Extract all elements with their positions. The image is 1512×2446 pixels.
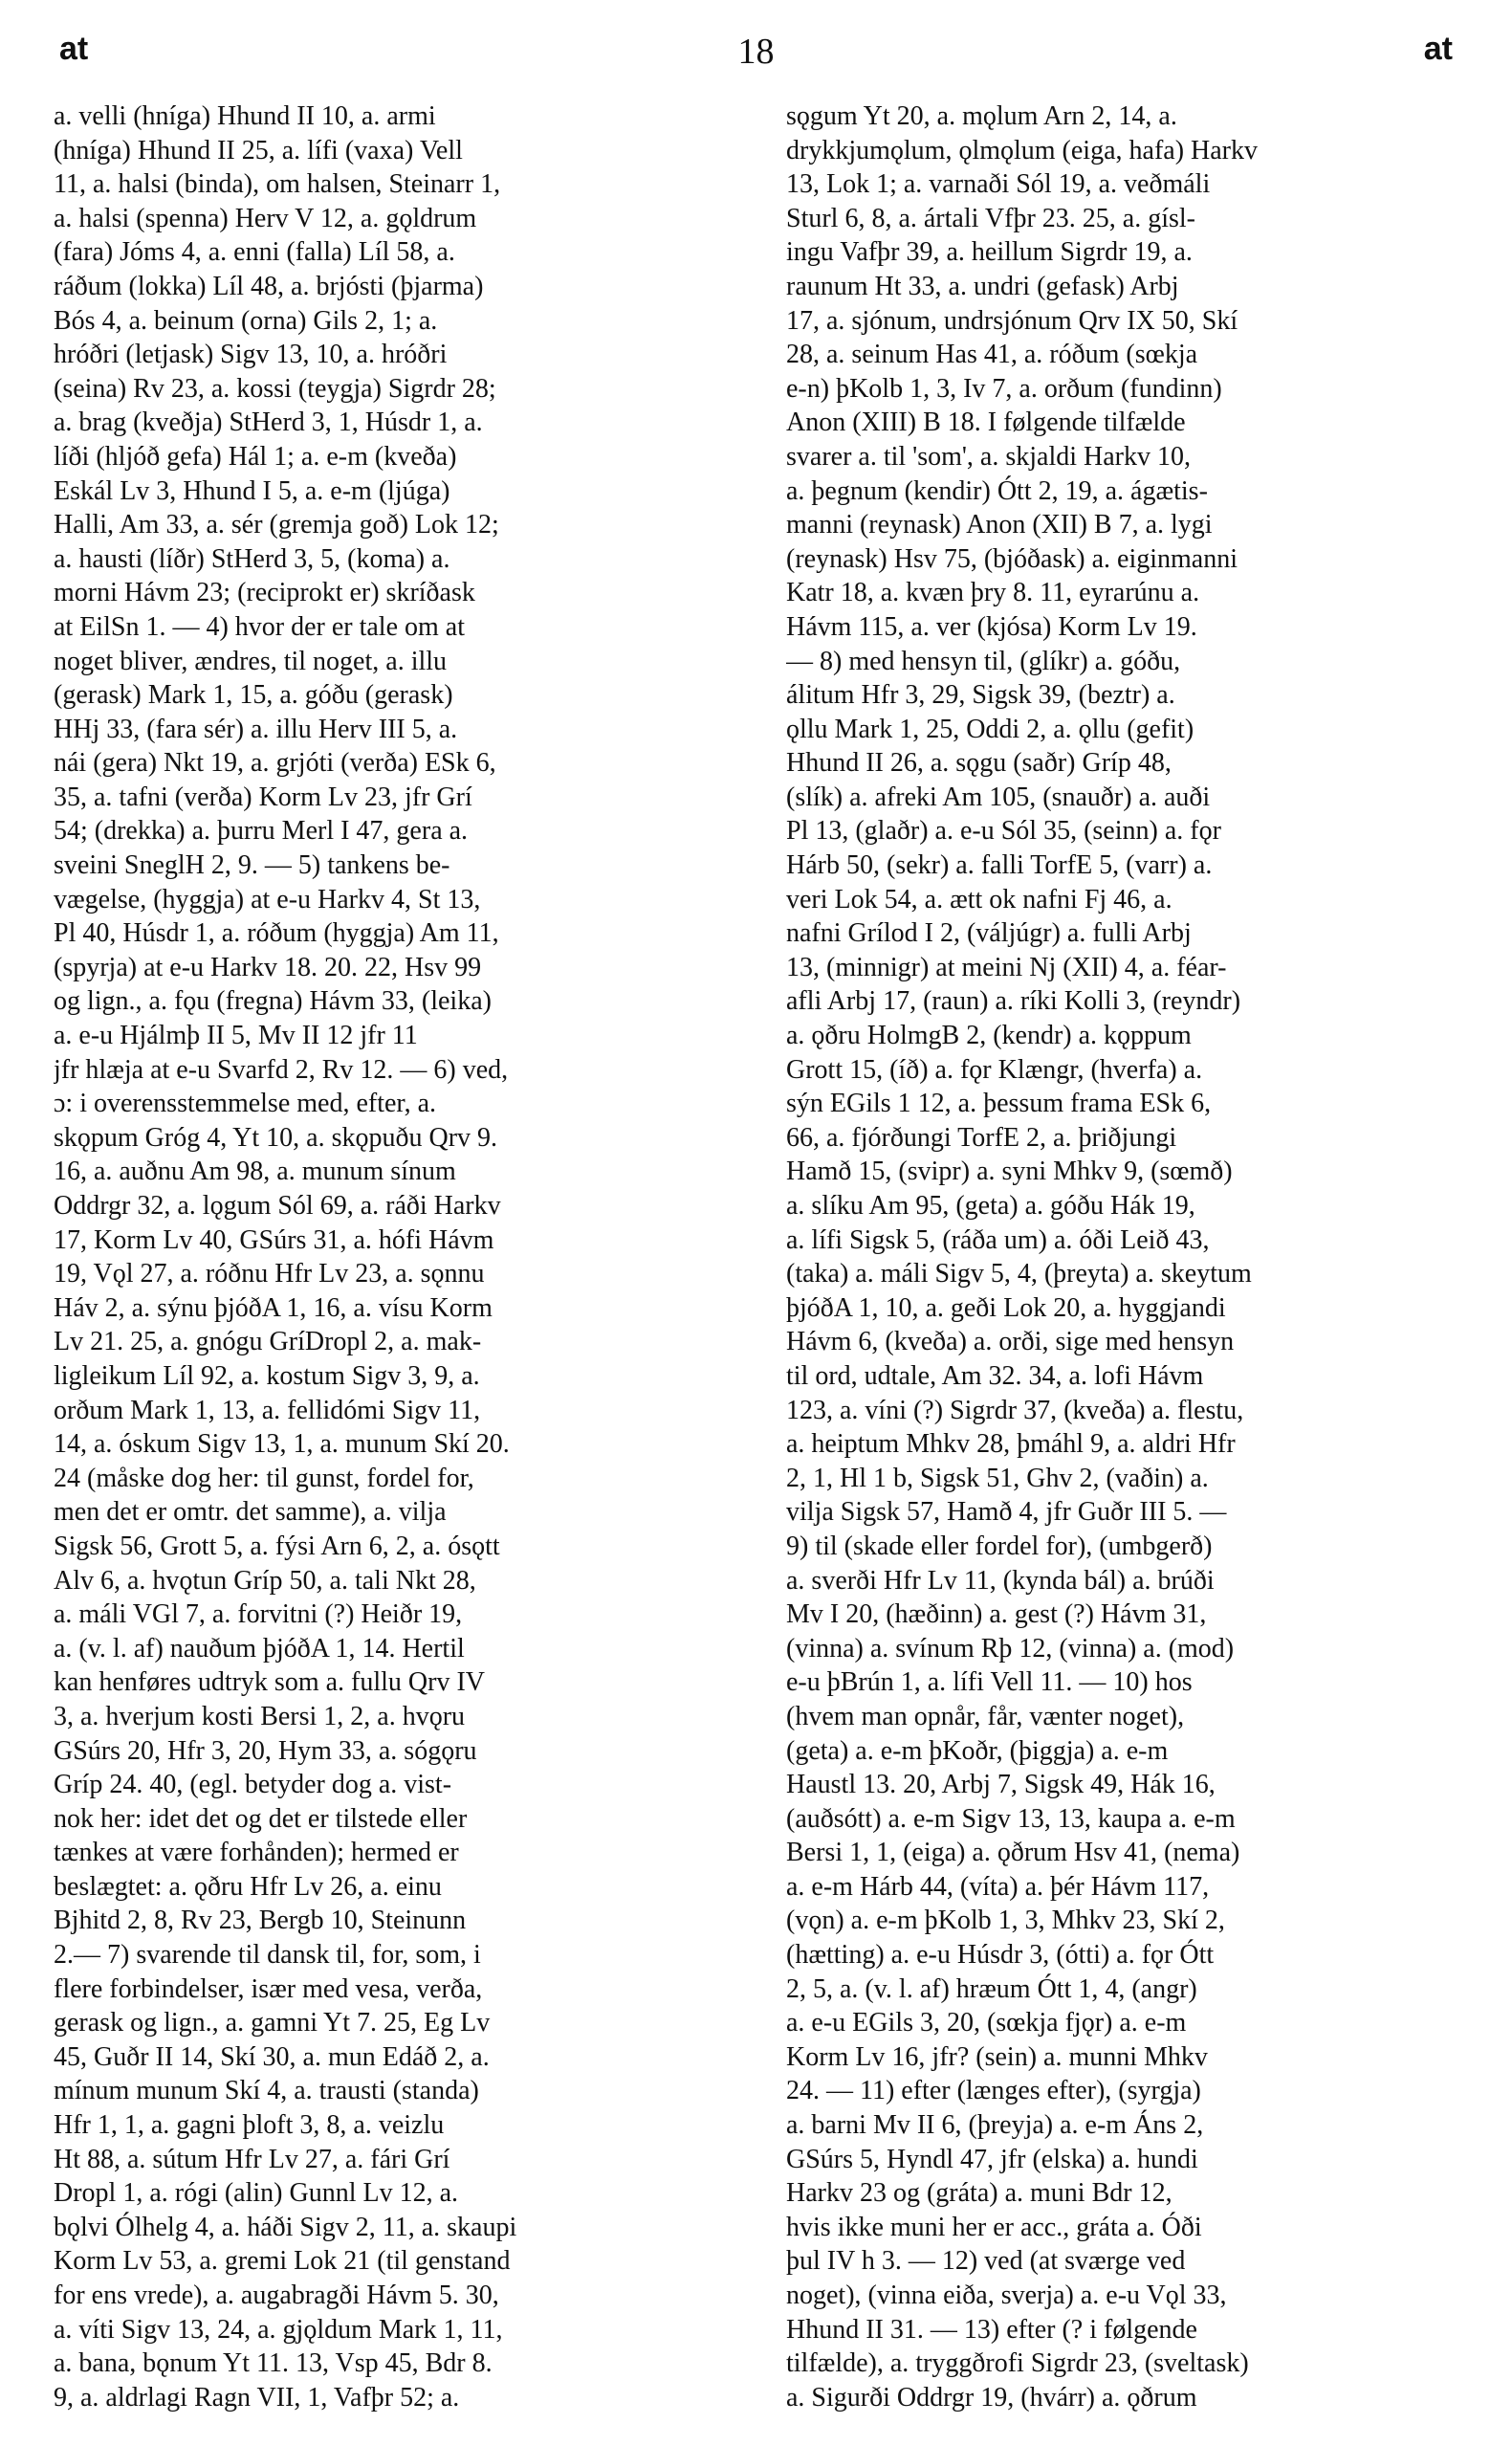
text-line: e-n) þKolb 1, 3, Iv 7, a. orðum (fundinn) — [786, 373, 1222, 404]
text-line: a. slíku Am 95, (geta) a. góðu Hák 19, — [786, 1191, 1195, 1221]
text-line: Harkv 23 og (gráta) a. muni Bdr 12, — [786, 2178, 1172, 2209]
text-line: 54; (drekka) a. þurru Merl I 47, gera a. — [54, 816, 469, 847]
text-line: (spyrja) at e-u Harkv 18. 20. 22, Hsv 99 — [54, 952, 482, 982]
text-line: svarer a. til 'som', a. skjaldi Harkv 10, — [786, 441, 1191, 472]
text-line: (vǫn) a. e-m þKolb 1, 3, Mhkv 23, Skí 2, — [786, 1906, 1225, 1936]
text-line: drykkjumǫlum, ǫlmǫlum (eiga, hafa) Harkv — [786, 135, 1258, 165]
text-line: Korm Lv 16, jfr? (sein) a. munni Mhkv — [786, 2041, 1208, 2072]
text-line: Mv I 20, (hæðinn) a. gest (?) Hávm 31, — [786, 1599, 1207, 1630]
text-line: 24 (måske dog her: til gunst, fordel for, — [54, 1463, 474, 1493]
header-left-headword: at — [59, 31, 89, 67]
text-line: men det er omtr. det samme), a. vilja — [54, 1497, 447, 1528]
text-line: 66, a. fjórðungi TorfE 2, a. þriðjungi — [786, 1122, 1177, 1153]
text-line: a. bana, bǫnum Yt 11. 13, Vsp 45, Bdr 8. — [54, 2348, 493, 2379]
text-line: vilja Sigsk 57, Hamð 4, jfr Guðr III 5. — — [786, 1497, 1227, 1528]
text-line: 14, a. óskum Sigv 13, 1, a. munum Skí 20. — [54, 1429, 510, 1460]
text-line: 3, a. hverjum kosti Bersi 1, 2, a. hvǫru — [54, 1701, 466, 1731]
text-line: 9, a. aldrlagi Ragn VII, 1, Vafþr 52; a. — [54, 2382, 460, 2413]
text-line: a. ǫðru HolmgB 2, (kendr) a. kǫppum — [786, 1021, 1192, 1051]
text-line: mínum munum Skí 4, a. trausti (standa) — [54, 2076, 479, 2106]
text-line: Ht 88, a. sútum Hfr Lv 27, a. fári Grí — [54, 2144, 450, 2174]
text-line: for ens vrede), a. augabragði Hávm 5. 30, — [54, 2281, 499, 2310]
text-line: kan henføres udtryk som a. fullu Qrv IV — [54, 1667, 486, 1698]
text-line: afli Arbj 17, (raun) a. ríki Kolli 3, (reyndr) — [786, 986, 1241, 1017]
page-number: 18 — [737, 32, 775, 72]
text-line: — 8) med hensyn til, (glíkr) a. góðu, — [786, 646, 1181, 676]
text-line: a. máli VGl 7, a. forvitni (?) Heiðr 19, — [54, 1599, 463, 1630]
text-line: Hhund II 31. — 13) efter (? i følgende — [786, 2314, 1197, 2345]
text-line: (fara) Jóms 4, a. enni (falla) Líl 58, a. — [54, 237, 455, 268]
running-header — [59, 23, 1453, 80]
text-line: nái (gera) Nkt 19, a. grjóti (verða) ESk 6, — [54, 748, 496, 779]
text-line: Anon (XIII) B 18. I følgende tilfælde — [786, 408, 1186, 438]
text-line: Gríp 24. 40, (egl. betyder dog a. vist- — [54, 1770, 452, 1800]
text-line: 17, Korm Lv 40, GSúrs 31, a. hófi Hávm — [54, 1224, 494, 1255]
text-line: GSúrs 20, Hfr 3, 20, Hym 33, a. sógǫru — [54, 1735, 477, 1766]
text-line: Sturl 6, 8, a. ártali Vfþr 23. 25, a. gísl- — [786, 203, 1195, 233]
text-line: hvis ikke muni her er acc., gráta a. Óði — [786, 2212, 1202, 2242]
text-line: ɔ: i overensstemmelse med, efter, a. — [54, 1089, 437, 1119]
text-line: Lv 21. 25, a. gnógu GríDropl 2, a. mak- — [54, 1327, 482, 1357]
text-line: beslægtet: a. ǫðru Hfr Lv 26, a. einu — [54, 1871, 442, 1902]
text-line: þul IV h 3. — 12) ved (at sværge ved — [786, 2246, 1186, 2277]
text-line: (geta) a. e-m þKoðr, (þiggja) a. e-m — [786, 1735, 1169, 1766]
text-line: morni Hávm 23; (reciprokt er) skríðask — [54, 578, 475, 608]
text-line: ligleikum Líl 92, a. kostum Sigv 3, 9, a. — [54, 1360, 480, 1391]
text-line: HHj 33, (fara sér) a. illu Herv III 5, a. — [54, 714, 458, 744]
text-line: ráðum (lokka) Líl 48, a. brjósti (þjarma) — [54, 271, 484, 301]
text-line: a. sverði Hfr Lv 11, (kynda bál) a. brúði — [786, 1565, 1215, 1596]
text-line: Oddrgr 32, a. lǫgum Sól 69, a. ráði Harkv — [54, 1191, 501, 1221]
text-line: Halli, Am 33, a. sér (gremja goð) Lok 12; — [54, 510, 499, 540]
text-line: jfr hlæja at e-u Svarfd 2, Rv 12. — 6) ved, — [54, 1054, 509, 1085]
text-line: e-u þBrún 1, a. lífi Vell 11. — 10) hos — [786, 1667, 1193, 1698]
text-line: a. velli (hníga) Hhund II 10, a. armi — [54, 101, 436, 131]
text-line: a. lífi Sigsk 5, (ráða um) a. óði Leið 43, — [786, 1224, 1210, 1255]
text-line: 45, Guðr II 14, Skí 30, a. mun Edáð 2, a. — [54, 2041, 490, 2072]
text-line: a. Sigurði Oddrgr 19, (hvárr) a. ǫðrum — [786, 2382, 1197, 2413]
text-line: ǫllu Mark 1, 25, Oddi 2, a. ǫllu (gefit) — [786, 714, 1194, 744]
text-line: til ord, udtale, Am 32. 34, a. lofi Hávm — [786, 1360, 1204, 1391]
text-line: þjóðA 1, 10, a. geði Lok 20, a. hyggjandi — [786, 1292, 1226, 1323]
text-line: tilfælde), a. tryggðrofi Sigrdr 23, (sveltask) — [786, 2348, 1249, 2379]
text-line: líði (hljóð gefa) Hál 1; a. e-m (kveða) — [54, 441, 457, 472]
text-line: 28, a. seinum Has 41, a. róðum (sœkja — [786, 340, 1198, 370]
text-line: Korm Lv 53, a. gremi Lok 21 (til genstand — [54, 2246, 511, 2277]
text-line: vægelse, (hyggja) at e-u Harkv 4, St 13, — [54, 884, 481, 914]
text-line: Pl 13, (glaðr) a. e-u Sól 35, (seinn) a. fǫr — [786, 816, 1221, 847]
text-line: 11, a. halsi (binda), om halsen, Steinarr 1, — [54, 169, 501, 200]
text-line: a. e-u Hjálmþ II 5, Mv II 12 jfr 11 — [54, 1021, 418, 1051]
text-line: Bós 4, a. beinum (orna) Gils 2, 1; a. — [54, 305, 438, 336]
text-line: Bjhitd 2, 8, Rv 23, Bergb 10, Steinunn — [54, 1906, 467, 1936]
text-line: a. heiptum Mhkv 28, þmáhl 9, a. aldri Hfr — [786, 1429, 1236, 1460]
text-line: Hhund II 26, a. sǫgu (saðr) Gríp 48, — [786, 748, 1172, 779]
text-line: Eskál Lv 3, Hhund I 5, a. e-m (ljúga) — [54, 475, 450, 506]
text-line: 24. — 11) efter (længes efter), (syrgja) — [786, 2076, 1201, 2106]
text-line: Bersi 1, 1, (eiga) a. ǫðrum Hsv 41, (nema) — [786, 1838, 1240, 1868]
text-line: Hávm 115, a. ver (kjósa) Korm Lv 19. — [786, 611, 1197, 642]
text-line: tænkes at være forhånden); hermed er — [54, 1838, 459, 1868]
text-line: (hníga) Hhund II 25, a. lífi (vaxa) Vell — [54, 135, 463, 165]
text-line: 19, Vǫl 27, a. róðnu Hfr Lv 23, a. sǫnnu — [54, 1259, 485, 1289]
text-line: 17, a. sjónum, undrsjónum Qrv IX 50, Skí — [786, 305, 1238, 336]
text-line: Dropl 1, a. rógi (alin) Gunnl Lv 12, a. — [54, 2178, 459, 2209]
text-line: Haustl 13. 20, Arbj 7, Sigsk 49, Hák 16, — [786, 1770, 1216, 1800]
text-line: (gerask) Mark 1, 15, a. góðu (gerask) — [54, 680, 453, 711]
text-line: Sigsk 56, Grott 5, a. fýsi Arn 6, 2, a. ósǫtt — [54, 1531, 500, 1561]
text-line: a. halsi (spenna) Herv V 12, a. gǫldrum — [54, 203, 477, 233]
text-line: Hávm 6, (kveða) a. orði, sige med hensyn — [786, 1327, 1235, 1357]
text-line: 2, 5, a. (v. l. af) hræum Ótt 1, 4, (angr) — [786, 1973, 1197, 2004]
text-line: (hvem man opnår, får, vænter noget), — [786, 1701, 1185, 1731]
text-line: at EilSn 1. — 4) hvor der er tale om at — [54, 611, 465, 642]
text-line: a. víti Sigv 13, 24, a. gjǫldum Mark 1, 11, — [54, 2314, 503, 2345]
text-line: ingu Vafþr 39, a. heillum Sigrdr 19, a. — [786, 237, 1193, 268]
text-line: (slík) a. afreki Am 105, (snauðr) a. auði — [786, 782, 1211, 812]
text-line: álitum Hfr 3, 29, Sigsk 39, (beztr) a. — [786, 680, 1175, 711]
text-line: Pl 40, Húsdr 1, a. róðum (hyggja) Am 11, — [54, 918, 499, 949]
text-line: a. e-u EGils 3, 20, (sœkja fjǫr) a. e-m — [786, 2008, 1187, 2038]
text-line: gerask og lign., a. gamni Yt 7. 25, Eg Lv — [54, 2008, 491, 2038]
text-line: Grott 15, (íð) a. fǫr Klængr, (hverfa) a. — [786, 1054, 1203, 1085]
text-line: a. barni Mv II 6, (þreyja) a. e-m Áns 2, — [786, 2110, 1204, 2141]
text-line: 16, a. auðnu Am 98, a. munum sínum — [54, 1157, 456, 1187]
text-line: og lign., a. fǫu (fregna) Hávm 33, (leika) — [54, 986, 492, 1017]
text-line: a. brag (kveðja) StHerd 3, 1, Húsdr 1, a. — [54, 408, 483, 438]
text-line: (taka) a. máli Sigv 5, 4, (þreyta) a. skeytum — [786, 1259, 1252, 1289]
text-line: Hamð 15, (svipr) a. syni Mhkv 9, (sœmð) — [786, 1157, 1233, 1187]
text-line: orðum Mark 1, 13, a. fellidómi Sigv 11, — [54, 1395, 481, 1425]
text-line: Háv 2, a. sýnu þjóðA 1, 16, a. vísu Korm — [54, 1292, 493, 1323]
text-line: Katr 18, a. kvæn þry 8. 11, eyrarúnu a. — [786, 578, 1200, 608]
text-line: 123, a. víni (?) Sigrdr 37, (kveða) a. flestu, — [786, 1395, 1244, 1425]
text-line: veri Lok 54, a. ætt ok nafni Fj 46, a. — [786, 884, 1172, 914]
text-line: noget), (vinna eiða, sverja) a. e-u Vǫl 33, — [786, 2281, 1227, 2310]
text-line: 13, (minnigr) at meini Nj (XII) 4, a. féar- — [786, 952, 1227, 982]
text-line: noget bliver, ændres, til noget, a. illu — [54, 646, 448, 676]
text-line: bǫlvi Ólhelg 4, a. háði Sigv 2, 11, a. skaupi — [54, 2212, 517, 2242]
text-line: skǫpum Gróg 4, Yt 10, a. skǫpuðu Qrv 9. — [54, 1122, 498, 1153]
text-line: GSúrs 5, Hyndl 47, jfr (elska) a. hundi — [786, 2144, 1198, 2174]
text-line: a. þegnum (kendir) Ótt 2, 19, a. ágætis- — [786, 475, 1208, 506]
text-line: manni (reynask) Anon (XII) B 7, a. lygi — [786, 510, 1213, 540]
text-line: 2, 1, Hl 1 b, Sigsk 51, Ghv 2, (vaðin) a. — [786, 1463, 1209, 1493]
text-line: (hætting) a. e-u Húsdr 3, (ótti) a. fǫr Ótt — [786, 1940, 1215, 1971]
text-line: sýn EGils 1 12, a. þessum frama ESk 6, — [786, 1089, 1212, 1119]
text-line: (vinna) a. svínum Rþ 12, (vinna) a. (mod) — [786, 1633, 1235, 1664]
text-line: Hárb 50, (sekr) a. falli TorfE 5, (varr) a. — [786, 850, 1213, 881]
left-column — [54, 99, 723, 2434]
header-right-headword: at — [1423, 31, 1453, 67]
text-line: hróðri (letjask) Sigv 13, 10, a. hróðri — [54, 340, 448, 370]
text-line: (reynask) Hsv 75, (bjóðask) a. eiginmanni — [786, 543, 1238, 574]
text-line: (seina) Rv 23, a. kossi (teygja) Sigrdr 28; — [54, 373, 496, 404]
text-line: 2.— 7) svarende til dansk til, for, som, i — [54, 1940, 481, 1971]
text-line: sǫgum Yt 20, a. mǫlum Arn 2, 14, a. — [786, 101, 1177, 131]
text-line: a. (v. l. af) nauðum þjóðA 1, 14. Hertil — [54, 1633, 465, 1664]
text-line: 13, Lok 1; a. varnaði Sól 19, a. veðmáli — [786, 169, 1211, 200]
text-line: a. e-m Hárb 44, (víta) a. þér Hávm 117, — [786, 1871, 1210, 1902]
text-line: raunum Ht 33, a. undri (gefask) Arbj — [786, 271, 1179, 301]
right-column — [786, 99, 1456, 2434]
text-line: nafni Grílod I 2, (váljúgr) a. fulli Arbj — [786, 918, 1192, 949]
text-line: (auðsótt) a. e-m Sigv 13, 13, kaupa a. e-m — [786, 1803, 1236, 1834]
text-line: 9) til (skade eller fordel for), (umbgerð) — [786, 1531, 1213, 1561]
text-line: flere forbindelser, især med vesa, verða, — [54, 1973, 483, 2004]
text-line: a. hausti (líðr) StHerd 3, 5, (koma) a. — [54, 543, 450, 574]
text-line: 35, a. tafni (verða) Korm Lv 23, jfr Grí — [54, 782, 472, 812]
text-line: Hfr 1, 1, a. gagni þloft 3, 8, a. veizlu — [54, 2110, 445, 2141]
text-line: sveini SneglH 2, 9. — 5) tankens be- — [54, 850, 450, 881]
text-line: nok her: idet det og det er tilstede eller — [54, 1803, 468, 1834]
text-line: Alv 6, a. hvǫtun Gríp 50, a. tali Nkt 28, — [54, 1565, 476, 1596]
